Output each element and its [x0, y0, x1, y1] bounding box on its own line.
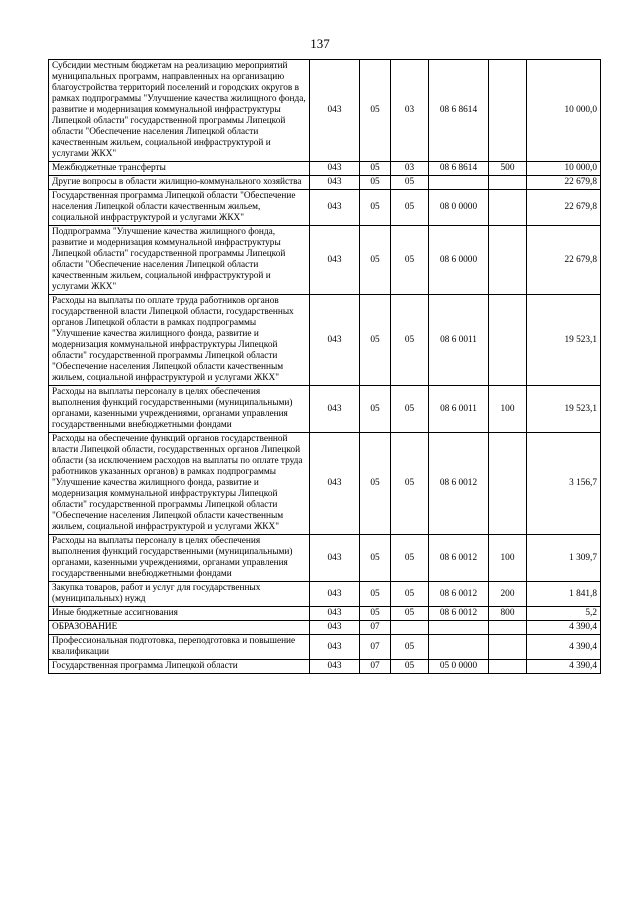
budget-item-name: Расходы на обеспечение функций органов государственной власти Липецкой области, государственных органов Липецкой области (за исключением расходов на выплаты по оплате труда работников указанных органов) в рамках подпрограммы "Улучшение качества жилищного фонда, развитие и модернизация коммунальной инфраструктуры Липецкой области" государственной программы Липецкой области "Обеспечение населения Липецкой области качественным жильем, социальной инфраструктурой и услугами ЖКХ" [49, 433, 310, 535]
ministry-code: 043 [310, 60, 360, 162]
table-row [49, 176, 601, 190]
section-code: 05 [360, 190, 391, 226]
subsection-code: 05 [391, 535, 429, 582]
amount: 19 523,1 [527, 295, 601, 386]
table-row [49, 621, 601, 635]
amount: 22 679,8 [527, 190, 601, 226]
table-row [49, 386, 601, 433]
section-code: 07 [360, 621, 391, 635]
page-number: 137 [310, 36, 330, 51]
subsection-code: 05 [391, 295, 429, 386]
target-article-code: 08 6 8614 [429, 162, 489, 176]
section-code: 05 [360, 535, 391, 582]
ministry-code: 043 [310, 607, 360, 621]
ministry-code: 043 [310, 621, 360, 635]
subsection-code [391, 621, 429, 635]
expense-type-code [489, 176, 527, 190]
table-row [49, 190, 601, 226]
ministry-code: 043 [310, 162, 360, 176]
ministry-code: 043 [310, 295, 360, 386]
ministry-code: 043 [310, 190, 360, 226]
table-row [49, 582, 601, 607]
ministry-code: 043 [310, 176, 360, 190]
target-article-code: 08 6 0000 [429, 226, 489, 295]
target-article-code: 08 6 0012 [429, 433, 489, 535]
amount: 19 523,1 [527, 386, 601, 433]
expense-type-code [489, 190, 527, 226]
section-code: 07 [360, 660, 391, 674]
subsection-code: 05 [391, 226, 429, 295]
subsection-code: 05 [391, 635, 429, 660]
subsection-code: 05 [391, 176, 429, 190]
expense-type-code [489, 635, 527, 660]
target-article-code: 08 6 0011 [429, 386, 489, 433]
target-article-code [429, 635, 489, 660]
ministry-code: 043 [310, 433, 360, 535]
expense-type-code [489, 60, 527, 162]
budget-item-name: Расходы на выплаты персоналу в целях обеспечения выполнения функций государственными (муниципальными) органами, казенными учреждениями, органами управления государственными внебюджетными фондами [49, 535, 310, 582]
ministry-code: 043 [310, 226, 360, 295]
subsection-code: 05 [391, 190, 429, 226]
section-code: 05 [360, 433, 391, 535]
target-article-code: 08 0 0000 [429, 190, 489, 226]
ministry-code: 043 [310, 582, 360, 607]
budget-item-name: Другие вопросы в области жилищно-коммунального хозяйства [49, 176, 310, 190]
amount: 10 000,0 [527, 60, 601, 162]
amount: 3 156,7 [527, 433, 601, 535]
budget-item-name: Государственная программа Липецкой области "Обеспечение населения Липецкой области качественным жильем, социальной инфраструктурой и услугами ЖКХ" [49, 190, 310, 226]
table-row [49, 295, 601, 386]
expense-type-code [489, 660, 527, 674]
expense-type-code [489, 226, 527, 295]
ministry-code: 043 [310, 535, 360, 582]
target-article-code [429, 176, 489, 190]
amount: 4 390,4 [527, 635, 601, 660]
amount: 5,2 [527, 607, 601, 621]
target-article-code [429, 621, 489, 635]
budget-item-name: Закупка товаров, работ и услуг для государственных (муниципальных) нужд [49, 582, 310, 607]
table-row [49, 635, 601, 660]
section-code: 05 [360, 176, 391, 190]
table-row [49, 660, 601, 674]
expense-type-code: 800 [489, 607, 527, 621]
expense-type-code: 100 [489, 386, 527, 433]
section-code: 05 [360, 582, 391, 607]
amount: 4 390,4 [527, 621, 601, 635]
budget-item-name: Подпрограмма "Улучшение качества жилищного фонда, развитие и модернизация коммунальной инфраструктуры Липецкой области" государственной программы Липецкой области "Обеспечение населения Липецкой области качественным жильем, социальной инфраструктурой и услугами ЖКХ" [49, 226, 310, 295]
expense-type-code: 200 [489, 582, 527, 607]
budget-item-name: ОБРАЗОВАНИЕ [49, 621, 310, 635]
section-code: 07 [360, 635, 391, 660]
budget-item-name: Расходы на выплаты по оплате труда работников органов государственной власти Липецкой области, государственных органов Липецкой области в рамках подпрограммы "Улучшение качества жилищного фонда, развитие и модернизация коммунальной инфраструктуры Липецкой области" государственной программы Липецкой области "Обеспечение населения Липецкой области качественным жильем, социальной инфраструктурой и услугами ЖКХ" [49, 295, 310, 386]
section-code: 05 [360, 295, 391, 386]
target-article-code: 05 0 0000 [429, 660, 489, 674]
budget-item-name: Иные бюджетные ассигнования [49, 607, 310, 621]
table-row [49, 607, 601, 621]
budget-item-name: Профессиональная подготовка, переподготовка и повышение квалификации [49, 635, 310, 660]
table-row [49, 433, 601, 535]
expense-type-code [489, 295, 527, 386]
amount: 4 390,4 [527, 660, 601, 674]
target-article-code: 08 6 0011 [429, 295, 489, 386]
target-article-code: 08 6 0012 [429, 535, 489, 582]
subsection-code: 05 [391, 582, 429, 607]
section-code: 05 [360, 162, 391, 176]
budget-table [48, 59, 601, 674]
amount: 1 841,8 [527, 582, 601, 607]
expense-type-code: 100 [489, 535, 527, 582]
expense-type-code [489, 621, 527, 635]
ministry-code: 043 [310, 660, 360, 674]
ministry-code: 043 [310, 635, 360, 660]
budget-item-name: Государственная программа Липецкой области [49, 660, 310, 674]
table-row [49, 226, 601, 295]
table-row [49, 60, 601, 162]
budget-item-name: Межбюджетные трансферты [49, 162, 310, 176]
amount: 22 679,8 [527, 226, 601, 295]
section-code: 05 [360, 60, 391, 162]
subsection-code: 03 [391, 162, 429, 176]
subsection-code: 05 [391, 386, 429, 433]
budget-item-name: Расходы на выплаты персоналу в целях обеспечения выполнения функций государственными (муниципальными) органами, казенными учреждениями, органами управления государственными внебюджетными фондами [49, 386, 310, 433]
amount: 22 679,8 [527, 176, 601, 190]
target-article-code: 08 6 0012 [429, 607, 489, 621]
subsection-code: 05 [391, 660, 429, 674]
amount: 1 309,7 [527, 535, 601, 582]
ministry-code: 043 [310, 386, 360, 433]
section-code: 05 [360, 607, 391, 621]
subsection-code: 05 [391, 433, 429, 535]
section-code: 05 [360, 386, 391, 433]
amount: 10 000,0 [527, 162, 601, 176]
table-row [49, 162, 601, 176]
expense-type-code: 500 [489, 162, 527, 176]
table-body [49, 60, 601, 674]
subsection-code: 05 [391, 607, 429, 621]
expense-type-code [489, 433, 527, 535]
budget-item-name: Субсидии местным бюджетам на реализацию мероприятий муниципальных программ, направленных на организацию благоустройства территорий поселений и городских округов в рамках подпрограммы "Улучшение качества жилищного фонда, развитие и модернизация коммунальной инфраструктуры Липецкой области" государственной программы Липецкой области "Обеспечение населения Липецкой области качественным жильем, социальной инфраструктурой и услугами ЖКХ" [49, 60, 310, 162]
target-article-code: 08 6 8614 [429, 60, 489, 162]
target-article-code: 08 6 0012 [429, 582, 489, 607]
section-code: 05 [360, 226, 391, 295]
subsection-code: 03 [391, 60, 429, 162]
table-row [49, 535, 601, 582]
